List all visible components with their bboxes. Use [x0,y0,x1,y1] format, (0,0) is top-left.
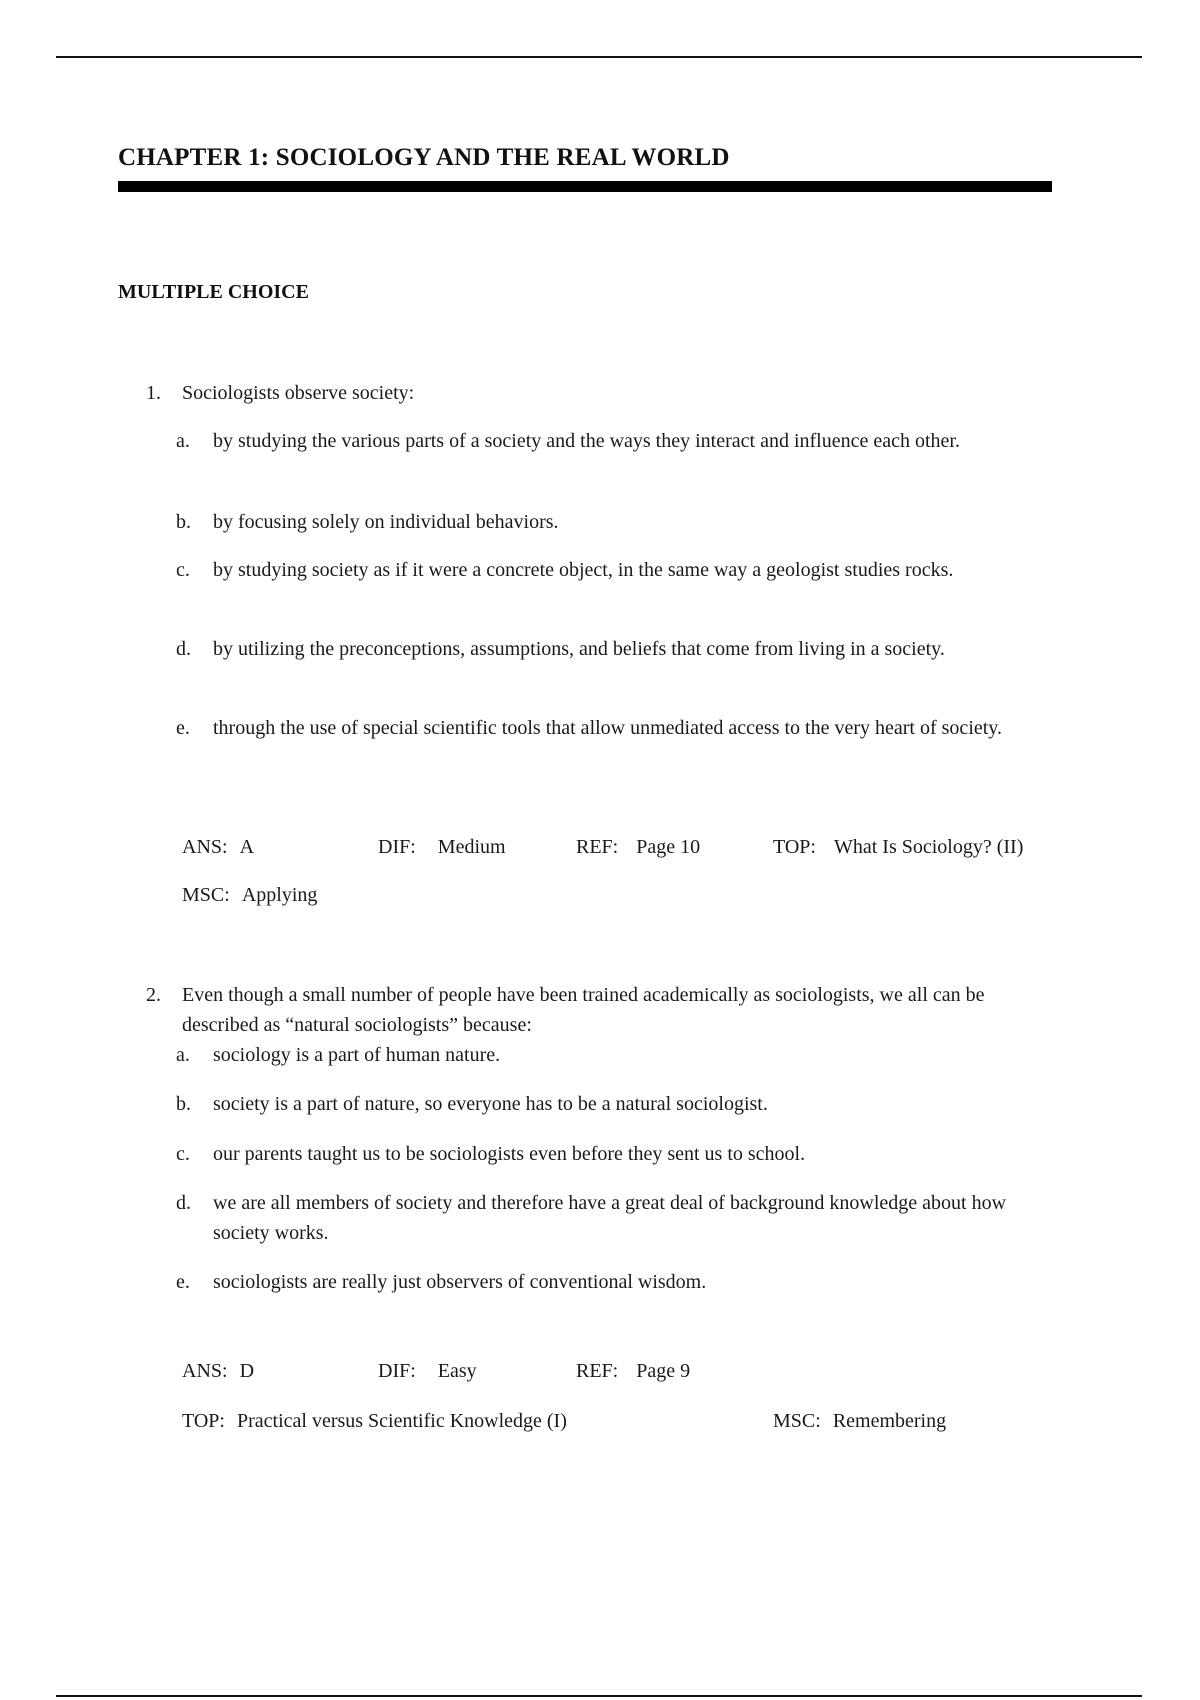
reference-value: Page 10 [636,836,701,858]
reference-field [576,1356,690,1386]
question-text: Sociologists observe society: [182,382,415,404]
option-letter: d. [176,638,191,660]
option-letter: e. [176,717,190,739]
answer-label: ANS: [182,836,228,858]
difficulty-label: DIF: [378,1360,416,1382]
answer-field [182,832,254,862]
option-letter: c. [176,1143,190,1165]
answer-value: D [239,1360,255,1382]
option-text: sociology is a part of human nature. [213,1044,501,1066]
difficulty-value: Easy [437,1360,477,1382]
chapter-title-underline [118,181,1052,192]
topic-value: What Is Sociology? (II) [833,836,1024,858]
topic-label: TOP: [182,1410,225,1432]
msc-value: Remembering [832,1410,947,1432]
option-text: by focusing solely on individual behaviors. [213,511,559,533]
option-text: we are all members of society and therefore have a great deal of background knowledge about how society works. [213,1192,1007,1244]
msc-label: MSC: [182,884,230,906]
msc-field [182,880,317,910]
reference-label: REF: [576,1360,619,1382]
answer-value: A [239,836,255,858]
option-text: by studying the various parts of a society and the ways they interact and influence each other. [213,430,960,452]
difficulty-field [378,1356,477,1386]
chapter-title: CHAPTER 1: SOCIOLOGY AND THE REAL WORLD [118,144,730,171]
option-letter: b. [176,511,191,533]
option-text: society is a part of nature, so everyone has to be a natural sociologist. [213,1093,768,1115]
section-heading: MULTIPLE CHOICE [118,281,309,303]
page-bottom-rule [56,1695,1142,1697]
reference-field [576,832,700,862]
msc-value: Applying [241,884,318,906]
topic-label: TOP: [773,836,816,858]
answer-field [182,1356,254,1386]
option-text: by utilizing the preconceptions, assumptions, and beliefs that come from living in a society. [213,638,945,660]
msc-label: MSC: [773,1410,821,1432]
reference-value: Page 9 [636,1360,691,1382]
option-letter: a. [176,430,190,452]
topic-value: Practical versus Scientific Knowledge (I) [236,1410,567,1432]
option-text: through the use of special scientific tools that allow unmediated access to the very heart of society. [213,717,1003,739]
question-text: Even though a small number of people have been trained academically as sociologists, we all can be described as “natural sociologists” because: [182,984,985,1036]
reference-label: REF: [576,836,619,858]
option-letter: b. [176,1093,191,1115]
difficulty-value: Medium [437,836,506,858]
option-letter: d. [176,1192,191,1214]
option-text: our parents taught us to be sociologists even before they sent us to school. [213,1143,806,1165]
answer-label: ANS: [182,1360,228,1382]
option-text: by studying society as if it were a concrete object, in the same way a geologist studies rocks. [213,559,954,581]
option-letter: e. [176,1271,190,1293]
question-number: 1. [146,382,161,404]
msc-field [773,1406,946,1436]
question-number: 2. [146,984,161,1006]
topic-field [773,832,1023,862]
difficulty-field [378,832,506,862]
option-text: sociologists are really just observers of conventional wisdom. [213,1271,707,1293]
page-top-rule [56,56,1142,58]
topic-field [182,1406,567,1436]
option-letter: a. [176,1044,190,1066]
option-letter: c. [176,559,190,581]
difficulty-label: DIF: [378,836,416,858]
